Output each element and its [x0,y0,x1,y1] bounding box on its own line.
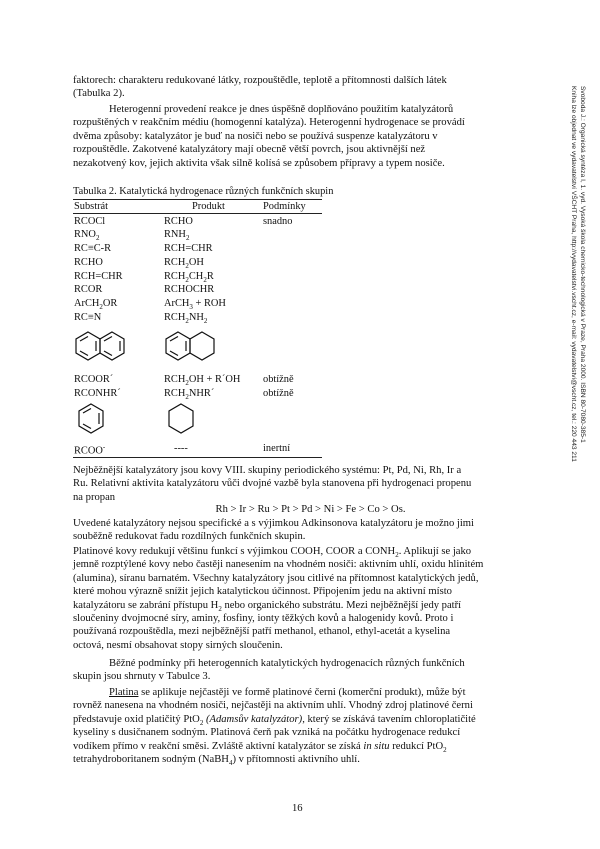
table-cell-substrate: RCOOR´ [74,374,114,385]
table-cell-product: RCHOCHR [164,284,215,295]
side-citation [572,86,586,806]
paragraph-specificity [73,517,548,544]
text-line: skupin jsou shrnuty v Tabulce 3. [73,671,211,683]
text-line: kyseliny s dusičnanem sodným. Platinová čerň pak vzniká na počátku hydrogenace redukcí [73,727,461,739]
table-cell-product: $RCH_2NHR´$ [164,388,215,402]
table-cell-product: ArCH$_3$ + ROH [164,298,226,312]
citation-line-1: Svoboda J.: Organická syntéza I, 1. vyd. Vysoká škola chemicko-technologická v Praze, Praha 2000. ISBN 80-7080-385-1 [579,86,586,443]
table-cell-product: RCH=CHR [164,243,213,254]
citation-line-2: Kniha lze objednat ve vydavatelství VŠCHT Praha, http://vydavatelstvi.vscht.cz, e-mail: vydavatelstvi@vscht.cz, tel.: 220 443 211 [570,86,578,462]
table-cell-substrate: RCH=CHR [74,271,123,282]
text-line: tetrahydroboritanem sodným (NaBH$_4$) v přítomnosti aktivního uhlí. [73,754,360,768]
benzene-structure [76,402,106,436]
text-line: na propan [73,491,116,503]
table-cell-substrate: RC≡C-R [74,243,112,254]
text-line: Platina se aplikuje nejčastěji ve formě platinové černi (komerční produkt), může být [109,687,466,698]
table-cell-substrate: $RNO_2$ [74,229,100,243]
table-cell-product: $RNH_2$ [164,229,190,243]
table-cell-substrate: RCOO- [74,443,106,457]
text-line: Heterogenní provedení reakce je dnes úspěšně doplňováno použitím katalyzátorů [109,104,454,115]
text-line: (Tabulka 2). [73,88,125,100]
table-cell-product: ---- [174,443,188,454]
text-line: používaná rozpouštědla, mezi nejběžnější patří methanol, ethanol, ethyl-acetát a kyselina [73,626,451,638]
paragraph-conditions [73,657,548,684]
text-line: (alumina), síranu barnatém. Všechny katalyzátory jsou citlivé na přítomnost katalytických jedů, [73,572,479,584]
text-line: které mohou výrazně snížit jejich katalytickou účinnost. Připojením jedu na aktivní místo [73,586,452,598]
text-line: Uvedené katalyzátory nejsou specifické a s výjimkou Adkinsonova katalyzátoru je možno jimi [73,518,474,529]
naphthalene-structure [74,330,130,370]
header-substrate: Substrát [74,201,109,212]
text-line: Platinové kovy redukují většinu funkcí s výjimkou COOH, COOR a $CONH_2$. Aplikují se jako [73,546,472,560]
text-line: rovněž nanesena na vhodném nosiči, nejčastěji na aktivním uhlí. Vhodný zdroj platinové černi [73,700,473,712]
text-line: Běžné podmínky při heterogenních katalytických hydrogenacích různých funkčních [109,658,465,669]
activity-series: Rh > Ir > Ru > Pt > Pd > Ni > Fe > Co > Os. [215,504,406,515]
table-cell-substrate: RCONHR´ [74,388,121,399]
table-cell-substrate: RCOR [74,284,103,295]
table-rule-header [73,213,322,214]
intro-paragraph [73,74,548,101]
text-line: faktorech: charakteru redukované látky, rozpouštědle, teplotě a přítomnosti dalších látek [73,75,447,86]
text-line: představuje oxid platičitý PtO$_2$ (Adamsův katalyzátor), který se získává tavením chloroplatičité [73,713,476,727]
text-line: rozpuštěných v reakčním médiu (homogenní katalýza). Heterogenní hydrogenace se provádí [73,117,465,129]
paragraph-platinum [73,686,548,766]
table-cell-substrate: RCOCl [74,216,106,227]
table-cell-conditions: obtížně [263,388,294,399]
table-rule-top [73,199,322,200]
paragraph-catalysts [73,464,548,504]
cyclohexane-structure [166,402,196,436]
table-cell-conditions: inertní [263,443,291,454]
text-line: vodíkem přímo v reakční směsi. Zvláště aktivní katalyzátor se získá in situ redukcí PtO$_2$ [73,740,447,754]
table-cell-conditions: snadno [263,216,293,227]
text-line: katalyzátoru se zabrání přístupu $H_2$ nebo organického substrátu. Mezi nejběžnější jedy patří [73,599,462,613]
table-cell-substrate: RC≡N [74,312,102,323]
text-line: nezakotvený kov, jejich aktivita však silně kolísá se způsobem přípravy a typem nosiče. [73,157,445,169]
text-line: octová, nesmí obsahovat stopy sirných sloučenin. [73,639,283,651]
table-cell-substrate: RCHO [74,257,103,268]
paragraph-platinum-metals [73,545,548,652]
table-caption: Tabulka 2. Katalytická hydrogenace různých funkčních skupin [73,186,334,197]
table-cell-conditions: obtížně [263,374,294,385]
text-line: Ru. Relativní aktivita katalyzátoru vůči dvojné vazbě byla stanovena při hydrogenaci propenu [73,478,472,490]
page-number: 16 [292,803,303,814]
header-product: Produkt [192,201,225,212]
table-rule-bottom [73,457,322,458]
table-cell-product: $RCH_2CH_2R$ [164,271,214,285]
table-cell-product: $RCH_2OH$ [164,257,204,271]
table-cell-substrate: ArCH$_2$OR [74,298,118,312]
text-line: souběžně redukovat řadu rozdílných funkčních skupin. [73,531,306,543]
text-line: jemně rozptýlené kovy nebo častěji nanesením na vhodném nosiči: aktivním uhlí, oxidu hlinitém [73,559,484,571]
paragraph-heterogeneous [73,103,548,170]
header-conditions: Podmínky [263,201,306,212]
table-cell-product: $RCH_2OH$ + R´OH [164,374,241,388]
text-line: rozpouštědle. Zakotvené katalyzátory mají obecně větší povrch, jsou aktivnější než [73,144,426,156]
text-line: dvěma způsoby: katalyzátor je buď na nosiči nebo se používá suspenze katalyzátoru v [73,130,438,142]
text-line: Nejběžnější katalyzátory jsou kovy VIII. skupiny periodického systému: Pt, Pd, Ni, Rh, Ir a [73,465,462,476]
tetralin-structure [164,330,220,370]
table-cell-product: $RCH_2NH_2$ [164,312,208,326]
table-cell-product: RCHO [164,216,193,227]
text-line: sloučeniny dvojmocné síry, aminy, fosfiny, ionty těžkých kovů a halogenidy kovů. Proto i [73,613,454,625]
